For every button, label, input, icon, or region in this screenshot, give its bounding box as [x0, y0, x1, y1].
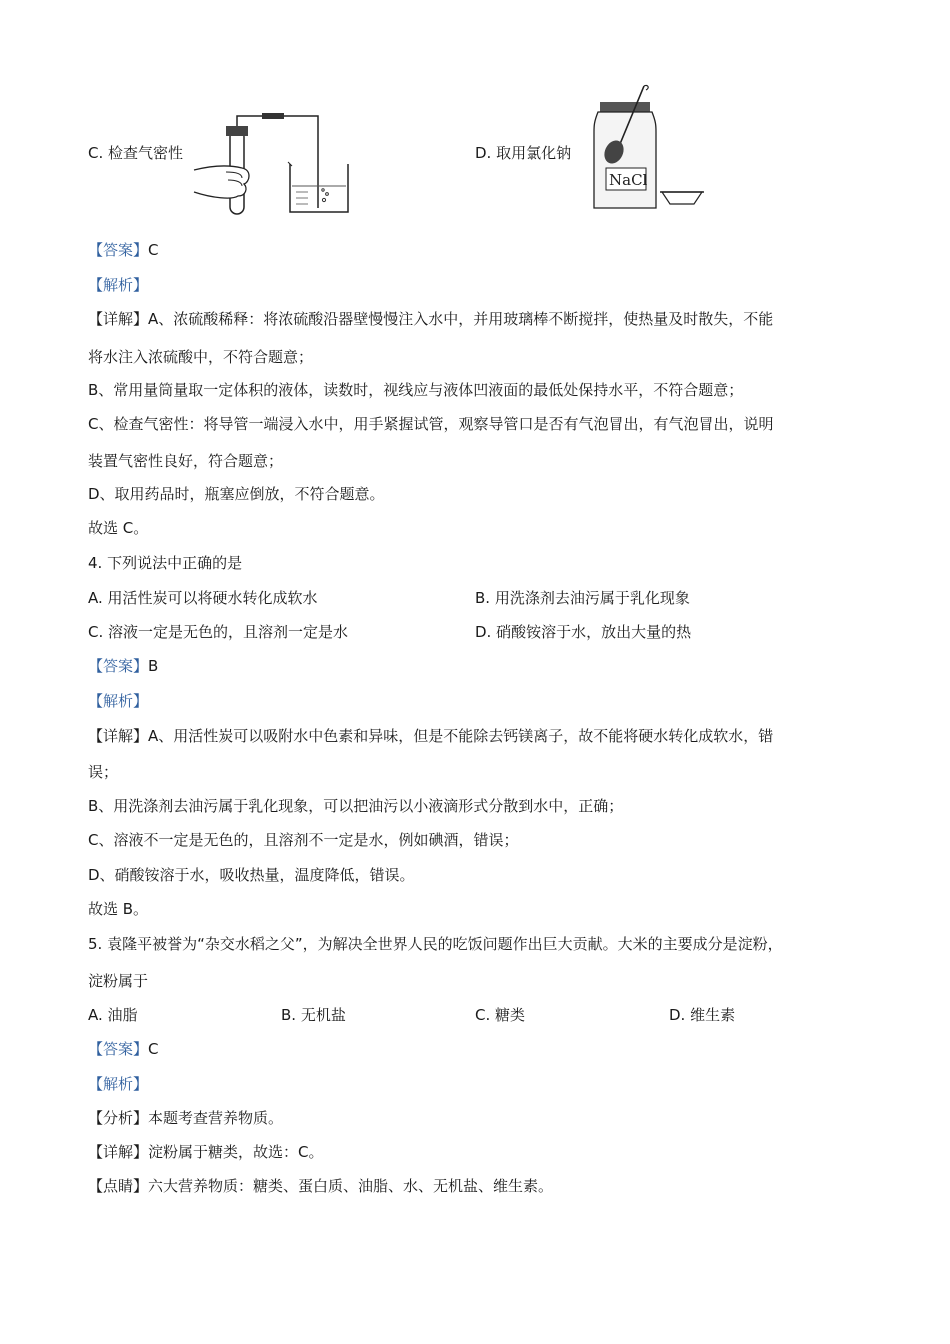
- note-tag: 【点睛】: [88, 1177, 149, 1195]
- q3-option-c-label: C. 检查气密性: [88, 144, 184, 162]
- note-text: 六大营养物质：糖类、蛋白质、油脂、水、无机盐、维生素。: [148, 1177, 554, 1195]
- q3-answer: [88, 240, 159, 260]
- answer-tag: 【答案】: [88, 241, 149, 259]
- q4-stem: 4. 下列说法中正确的是: [88, 554, 243, 572]
- q5-note-line: [88, 1176, 553, 1196]
- q3-option-d-label: D. 取用氯化钠: [475, 144, 572, 162]
- q4-detail-line3: B、用洗涤剂去油污属于乳化现象，可以把油污以小液滴形式分散到水中，正确；: [88, 797, 624, 815]
- q4-option-c: C. 溶液一定是无色的，且溶剂一定是水: [88, 623, 349, 641]
- detail-text: 淀粉属于糖类，故选：C。: [148, 1143, 324, 1161]
- q3-detail-line5: 装置气密性良好，符合题意；: [88, 452, 284, 470]
- answer-tag: 【答案】: [88, 1040, 149, 1058]
- q5-option-c: C. 糖类: [475, 1006, 526, 1024]
- q5-answer: [88, 1039, 159, 1059]
- q3-detail-line2: 将水注入浓硫酸中，不符合题意；: [88, 348, 314, 366]
- detail-text: A、浓硫酸稀释：将浓硫酸沿器壁慢慢注入水中，并用玻璃棒不断搅拌，使热量及时散失，不能: [148, 310, 774, 328]
- q3-detail-line7: 故选 C。: [88, 519, 149, 537]
- q4-option-b: B. 用洗涤剂去油污属于乳化现象: [475, 589, 690, 607]
- airtightness-check-figure: [192, 108, 352, 220]
- q3-detail-line6: D、取用药品时，瓶塞应倒放，不符合题意。: [88, 485, 385, 503]
- q4-option-d: D. 硝酸铵溶于水，放出大量的热: [475, 623, 692, 641]
- q4-detail-line5: D、硝酸铵溶于水，吸收热量，温度降低，错误。: [88, 866, 415, 884]
- q5-option-a: A. 油脂: [88, 1006, 138, 1024]
- answer-value: C: [148, 241, 159, 259]
- detail-text: A、用活性炭可以吸附水中色素和异味，但是不能除去钙镁离子，故不能将硬水转化成软水，错: [148, 727, 774, 745]
- q4-option-a: A. 用活性炭可以将硬水转化成软水: [88, 589, 318, 607]
- analysis-sub-tag: 【分析】: [88, 1109, 149, 1127]
- nacl-label: NaCl: [609, 171, 648, 189]
- q5-detail-line: [88, 1142, 324, 1162]
- answer-value: C: [148, 1040, 159, 1058]
- q5-analysis-line: [88, 1108, 283, 1128]
- analysis-text: 本题考查营养物质。: [148, 1109, 284, 1127]
- q3-detail-line1: [88, 309, 773, 329]
- q4-detail-line6: 故选 B。: [88, 900, 149, 918]
- q5-analysis-tag: 【解析】: [88, 1075, 149, 1093]
- q5-option-d: D. 维生素: [669, 1006, 736, 1024]
- q3-analysis-tag: 【解析】: [88, 276, 149, 294]
- q4-analysis-tag: 【解析】: [88, 692, 149, 710]
- q3-detail-line3: B、常用量筒量取一定体积的液体，读数时，视线应与液体凹液面的最低处保持水平，不符合题意；: [88, 381, 744, 399]
- q3-detail-line4: C、检查气密性：将导管一端浸入水中，用手紧握试管，观察导管口是否有气泡冒出，有气泡冒出，说明: [88, 415, 774, 433]
- take-sodium-chloride-figure: [590, 82, 715, 214]
- q5-stem-line2: 淀粉属于: [88, 972, 149, 990]
- q5-stem-line1: 5. 袁隆平被誉为“杂交水稻之父”，为解决全世界人民的吃饭问题作出巨大贡献。大米的主要成分是淀粉，: [88, 935, 783, 953]
- q4-detail-line1: [88, 726, 773, 746]
- answer-tag: 【答案】: [88, 657, 149, 675]
- detail-tag: 【详解】: [88, 727, 149, 745]
- detail-tag: 【详解】: [88, 310, 149, 328]
- q4-detail-line2: 误；: [88, 763, 119, 781]
- q4-answer: [88, 656, 158, 676]
- answer-value: B: [148, 657, 159, 675]
- q4-detail-line4: C、溶液不一定是无色的，且溶剂不一定是水，例如碘酒，错误；: [88, 831, 519, 849]
- detail-tag: 【详解】: [88, 1143, 149, 1161]
- q5-option-b: B. 无机盐: [281, 1006, 346, 1024]
